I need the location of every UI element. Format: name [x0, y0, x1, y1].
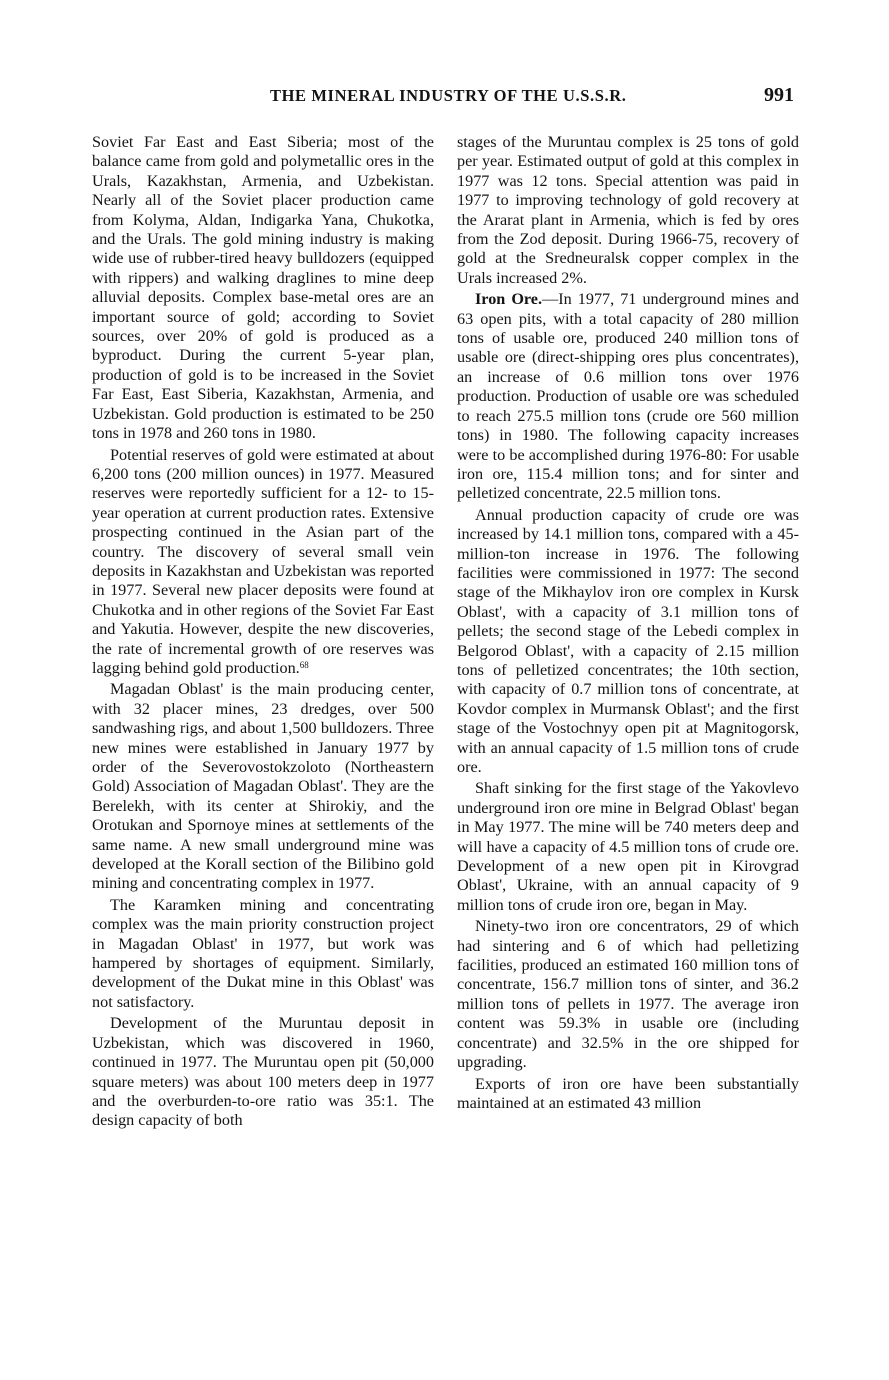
- iron-ore-heading: Iron Ore.: [475, 290, 543, 309]
- page-number: 991: [764, 84, 794, 106]
- yakovlevo-mine-paragraph: Shaft sinking for the first stage of the Yakovlevo underground iron ore mine in Belgrad Oblast' began in May 1977. The mine will be 740 meters deep and will have a capacity of 4.5 million tons of crude ore. Development of a new open pit in Kirovgrad Oblast', Ukraine, with an annual capacity of 9 million tons of crude iron ore, began in May.: [457, 779, 799, 914]
- right-column: [457, 133, 799, 1115]
- muruntau-continued-paragraph: stages of the Muruntau complex is 25 tons of gold per year. Estimated output of gold at this complex in 1977 was 12 tons. Special attention was paid in 1977 to improving technology of gold recovery at the Ararat plant in Armenia, which is fed by ores from the Zod deposit. During 1966-75, recovery of gold at the Sredneuralsk copper complex in the Urals increased 2%.: [457, 133, 799, 287]
- gold-reserves-text: Potential reserves of gold were estimated at about 6,200 tons (200 million ounces) in 1977. Measured reserves were reportedly sufficient for a 12- to 15-year operation at current production rates. Extensive prospecting continued in the Asian part of the country. The discovery of several small vein deposits in Kazakhstan and Uzbekistan was reported in 1977. Several new placer deposits were found at Chukotka and in other regions of the Soviet Far East and Yakutia. However, despite the new discoveries, the rate of incremental growth of ore reserves was lagging behind gold production.: [92, 445, 434, 677]
- running-title: THE MINERAL INDUSTRY OF THE U.S.S.R.: [270, 86, 627, 105]
- iron-ore-exports-paragraph: Exports of iron ore have been substantially maintained at an estimated 43 million: [457, 1074, 799, 1112]
- crude-ore-capacity-paragraph: Annual production capacity of crude ore was increased by 14.1 million tons, compared with a 45-million-ton increase in 1976. The following facilities were commissioned in 1977: The second stage of the Mikhaylov iron ore complex in Kursk Oblast', with a capacity of 3.1 million tons of pellets; the second stage of the Lebedi complex in Belgorod Oblast', with a capacity of 2.15 million tons of pelletized concentrates; the 10th section, with capacity of 0.7 million tons of concentrate, at Kovdor complex in Murmansk Oblast'; and the first stage of the Vostochnyy open pit at Magnitogorsk, with an annual capacity of 1.5 million tons of crude ore.: [457, 505, 799, 776]
- gold-reserves-paragraph: [92, 446, 434, 679]
- karamken-complex-paragraph: The Karamken mining and concentrating complex was the main priority construction project in Magadan Oblast' in 1977, but work was hampered by shortages of equipment. Similarly, development of the Dukat mine in this Oblast' was not satisfactory.: [92, 895, 434, 1011]
- footnote-marker: 68: [299, 659, 309, 670]
- iron-ore-concentrators-paragraph: Ninety-two iron ore concentrators, 29 of which had sintering and 6 of which had pelletizing facilities, produced an estimated 160 million tons of concentrate, 156.7 million tons of sinter, and 36.2 million tons of pellets in 1977. The average iron content was 59.3% in usable ore (including concentrate) and 32.5% in the ore shipped for upgrading.: [457, 917, 799, 1072]
- magadan-oblast-paragraph: Magadan Oblast' is the main producing center, with 32 placer mines, 23 dredges, over 500 sandwashing rigs, and about 1,500 bulldozers. Three new mines were established in January 1977 by order of the Severovostokzoloto (Northeastern Gold) Association of Magadan Oblast'. They are the Berelekh, with its center at Shirokiy, and the Orotukan and Spornoye mines at settlements of the same name. A new small underground mine was developed at the Korall section of the Bilibino gold mining and concentrating complex in 1977.: [92, 680, 434, 893]
- muruntau-deposit-paragraph: Development of the Muruntau deposit in Uzbekistan, which was discovered in 1960, continued in 1977. The Muruntau open pit (50,000 square meters) was about 100 meters deep in 1977 and the overburden-to-ore ratio was 35:1. The design capacity of both: [92, 1014, 434, 1130]
- left-column: [92, 133, 434, 1133]
- gold-production-continued-paragraph: Soviet Far East and East Siberia; most of the balance came from gold and polymetallic ores in the Urals, Kazakhstan, Armenia, and Uzbekistan. Nearly all of the Soviet placer production came from Kolyma, Aldan, Indigarka Yana, Chukotka, and the Urals. The gold mining industry is making wide use of rubber-tired heavy bulldozers (equipped with rippers) and walking draglines to mine deep alluvial deposits. Complex base-metal ores are an important source of gold; according to Soviet sources, over 20% of gold is produced as a byproduct. During the current 5-year plan, production of gold is to be increased in the Soviet Far East, East Siberia, Kazakhstan, Armenia, and Uzbekistan. Gold production is estimated to be 250 tons in 1978 and 260 tons in 1980.: [92, 133, 434, 443]
- iron-ore-text: —In 1977, 71 underground mines and 63 open pits, with a total capacity of 280 million tons of usable ore, produced 240 million tons of usable ore (direct-shipping ores plus concentrates), an increase of 0.6 million tons over 1976 production. Production of usable ore was scheduled to reach 275.5 million tons (crude ore 560 million tons) in 1980. The following capacity increases were to be accomplished during 1976-80: For usable iron ore, 115.4 million tons; and for sinter and pelletized concentrate, 22.5 million tons.: [457, 290, 799, 503]
- iron-ore-section-paragraph: [457, 290, 799, 503]
